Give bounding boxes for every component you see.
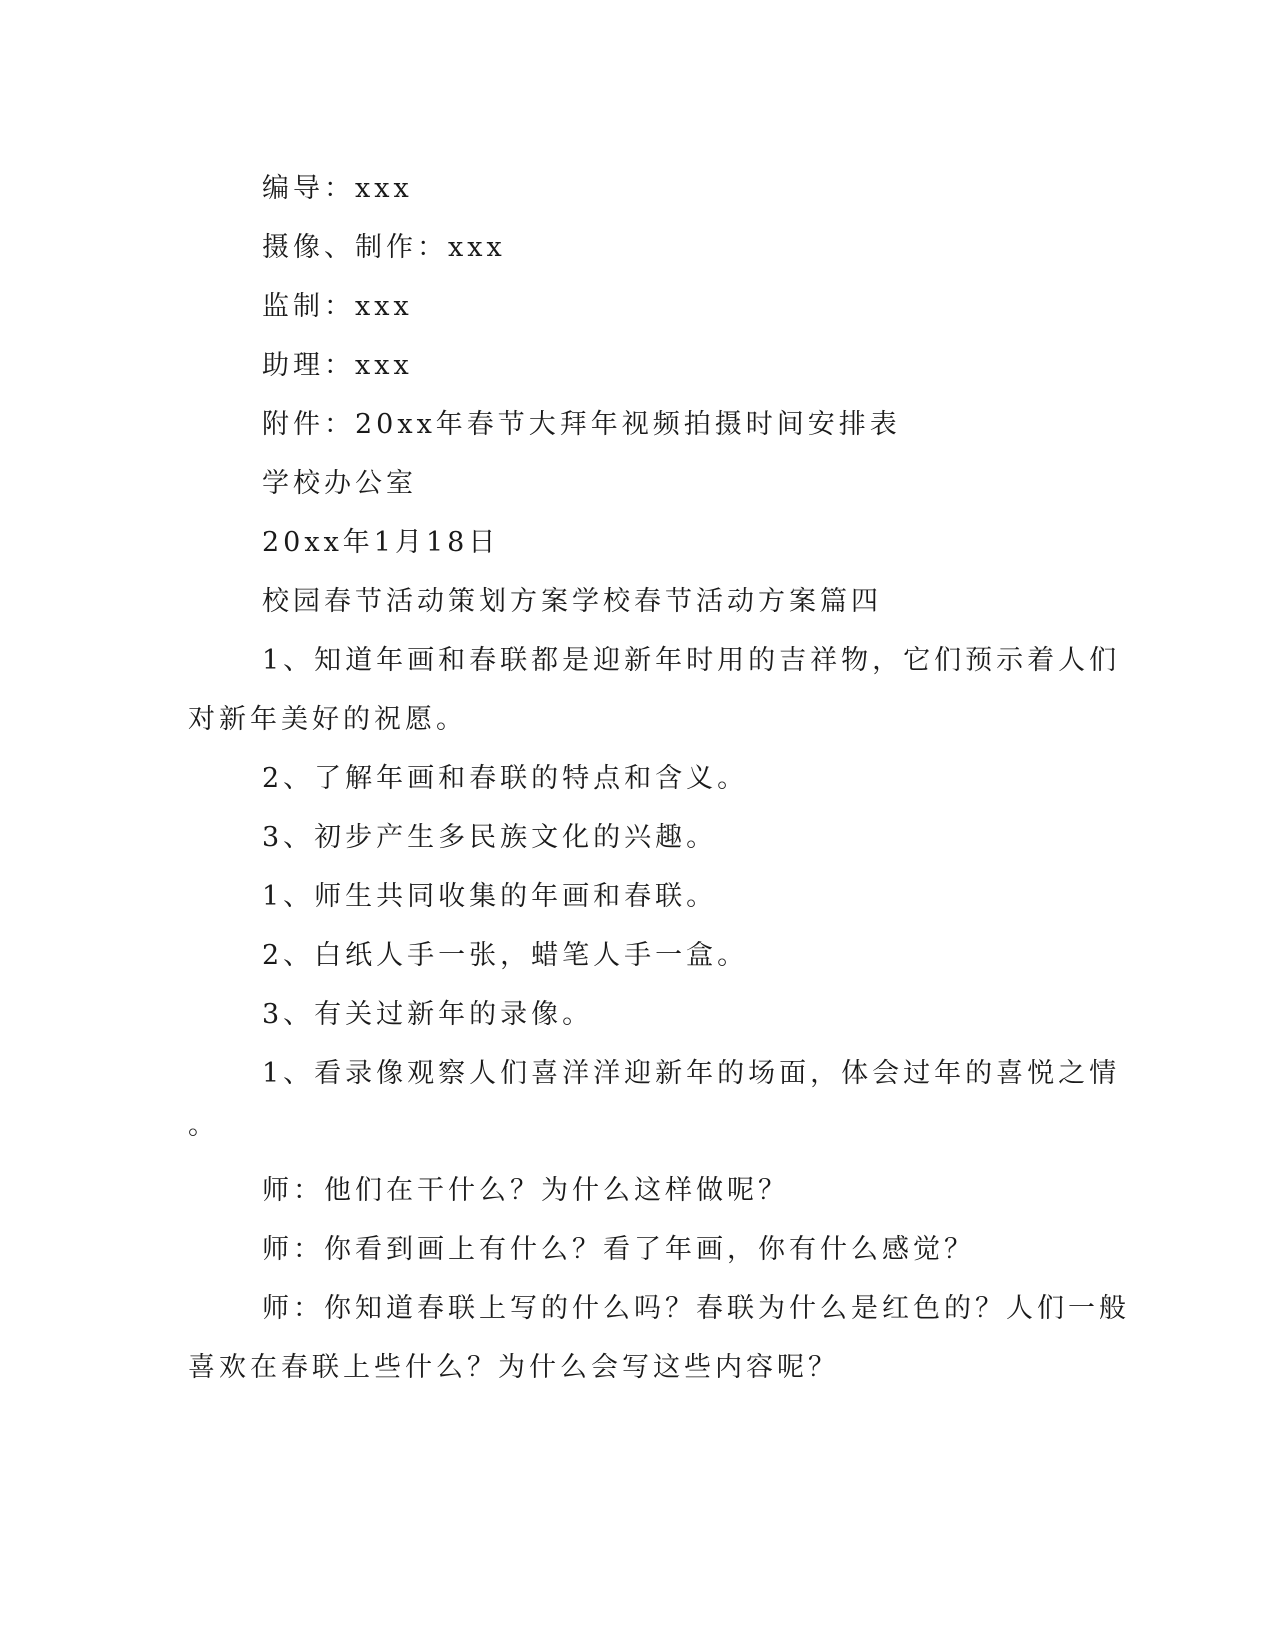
signature-date: 20xx年1月18日 (262, 527, 500, 558)
paragraph-line: 2、白纸人手一张，蜡笔人手一盒。 (262, 940, 749, 971)
paragraph-line: 2、了解年画和春联的特点和含义。 (262, 763, 749, 794)
dialogue-line: 师：他们在干什么？为什么这样做呢？ (262, 1175, 789, 1206)
attachment-line: 附件：20xx年春节大拜年视频拍摄时间安排表 (262, 409, 901, 440)
paragraph-line: 3、初步产生多民族文化的兴趣。 (262, 822, 718, 853)
paragraph-line: 1、看录像观察人们喜洋洋迎新年的场面，体会过年的喜悦之情 (262, 1058, 1121, 1089)
dialogue-line: 喜欢在春联上些什么？为什么会写这些内容呢？ (188, 1352, 839, 1383)
credit-camera-production: 摄像、制作：xxx (262, 232, 506, 263)
signature-office: 学校办公室 (262, 468, 417, 499)
paragraph-line: 3、有关过新年的录像。 (262, 999, 594, 1030)
credit-assistant: 助理：xxx (262, 350, 413, 381)
credit-director: 编导：xxx (262, 173, 413, 204)
section-heading: 校园春节活动策划方案学校春节活动方案篇四 (262, 586, 882, 617)
credit-supervisor: 监制：xxx (262, 291, 413, 322)
paragraph-line: 对新年美好的祝愿。 (188, 704, 467, 735)
dialogue-line: 师：你知道春联上写的什么吗？春联为什么是红色的？人们一般 (262, 1293, 1130, 1324)
paragraph-line: 1、师生共同收集的年画和春联。 (262, 881, 718, 912)
dialogue-line: 师：你看到画上有什么？看了年画，你有什么感觉？ (262, 1234, 975, 1265)
paragraph-line: 1、知道年画和春联都是迎新年时用的吉祥物，它们预示着人们 (262, 645, 1121, 676)
paragraph-line: 。 (188, 1110, 219, 1141)
